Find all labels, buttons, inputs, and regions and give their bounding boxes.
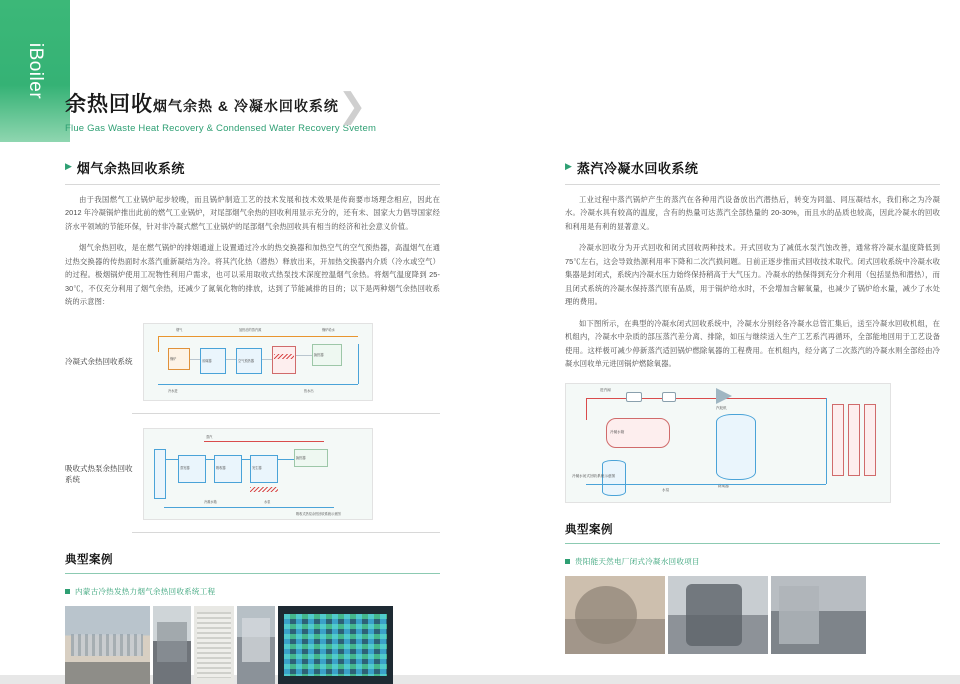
- diagram-part-valve: [626, 392, 642, 402]
- arrow-right-icon: ▶: [565, 161, 572, 171]
- divider: [132, 413, 440, 414]
- thumbnail-condensate-tank[interactable]: [771, 576, 866, 654]
- diagram-label-absorption: 吸收式热泵余热回收系统: [65, 463, 133, 484]
- right-section-header: [565, 158, 940, 177]
- page-title: [65, 88, 485, 118]
- thumbnail-factory-building[interactable]: [65, 606, 150, 684]
- diagram-closed-condensate-recovery: 进汽阀 汽轮机 冷凝水箱 除氧器 水泵 冷凝水闭式回收系统示意图: [565, 383, 891, 503]
- right-section-title: 蒸汽冷凝水回收系统: [576, 161, 699, 176]
- divider: [65, 573, 440, 574]
- diagram-absorption: 蒸发器 吸收器 发生器 换热器 蒸汽 冷凝水箱 水泵 吸收式热泵余热回收系统示意图: [143, 428, 373, 520]
- thumbnail-tank-interior[interactable]: [565, 576, 665, 654]
- page-subtitle: Flue Gas Waste Heat Recovery & Condensed Water Recovery Svetem: [65, 123, 377, 134]
- divider: [132, 532, 440, 533]
- left-case-header: [65, 551, 440, 574]
- diagram-part-deaerator: [716, 414, 756, 480]
- diagram-part-exchanger-bank-1: [832, 404, 844, 476]
- brand-name: iBoiler: [25, 42, 46, 100]
- left-paragraph-1: 由于我国燃气工业锅炉起步较晚，而且锅炉制造工艺的技术发展和技术效果是传商要市场理念相应，因此在 2012 年冷凝锅炉推出此前的燃气工业锅炉，对尾部烟气余热的回收利用显示充分的，还有未、国家大力倡导国家经济水平领域的节能环保，针对非冷凝式燃气工业锅炉的尾部烟气余热回收具有相当的经济和社会意义价值。: [65, 195, 440, 231]
- right-paragraph-2: 冷凝水回收分为开式回收和闭式回收两种技术。开式回收为了减低水泵汽蚀改善，通常将冷凝水温度降低到 75℃左右，这会导致热源利用率下降和二次汽损问题。日前正逐步推而式回收技术取代。闭式回收系统中冷凝水收集器是封闭式，系统内冷凝水压力始终保持稍高于大气压力。冷凝水的热保得到充分介利用（包括显热和潜热），而且闭式系统的冷凝水保持蒸汽原有品质，用于锅炉给水时，不会增加含解氧量，也减少了锅炉给水量，减少了水处理的费用。: [565, 243, 940, 307]
- brand-tab: [0, 0, 70, 142]
- diagram-part-turbine: [716, 388, 732, 404]
- bullet-square-icon: [65, 589, 70, 594]
- left-case-title: 典型案例: [65, 553, 113, 566]
- page-header: [65, 88, 485, 134]
- diagram-part-stack: [154, 449, 166, 499]
- chevron-right-icon: [338, 90, 362, 128]
- page-title-small: 烟气余热 & 冷凝水回收系统: [153, 98, 339, 114]
- diagram-label-feed-water: 锅炉给水: [322, 327, 335, 332]
- left-case-thumbnails: [65, 606, 440, 684]
- diagram-row-condensing: [65, 323, 440, 401]
- right-case-subtitle: 贵阳能天然电厂闭式冷凝水回收项目: [565, 556, 940, 567]
- left-section-title: 烟气余热回收系统: [76, 161, 185, 176]
- left-case-subtitle: 内蒙古冷热发热力烟气余热回收系统工程: [65, 586, 440, 597]
- thumbnail-pipework[interactable]: [237, 606, 275, 684]
- thumbnail-fire-hydrant-room[interactable]: [668, 576, 768, 654]
- left-paragraph-2: 烟气余热回收，是在燃气锅炉的排烟通道上设置通过冷水的热交换器和加热空气的空气预热器，高温烟气在通过热交换器的传热面时水蒸汽重新凝结为冷。将其汽化热（潜热）释放出来，开加热交换器内介质（冷水或空气）的过程。极烟锅炉使用工况物性利用户需求，也可以采用取收式热泵技术深度控温烟气余热。将烟气温度降到 25-30℃，不仅充分利用了烟气余热，还减少了氮氧化物的排放，达到了节能减排的目的；以下是两种烟气余热回收系统的示意图：: [65, 243, 440, 307]
- bullet-square-icon: [565, 559, 570, 564]
- diagram-label-steam: 加热后的蒸汽源: [239, 327, 262, 332]
- arrow-right-icon: ▶: [65, 161, 72, 171]
- diagram-part-valve-2: [662, 392, 676, 402]
- right-case-title: 典型案例: [565, 523, 613, 536]
- divider: [65, 184, 440, 185]
- diagram-label-flue-gas: 烟气: [176, 327, 183, 332]
- right-case-thumbnails: [565, 576, 940, 654]
- diagram-label-condensing: 冷凝式余热回收系统: [65, 357, 133, 367]
- page-title-main: 余热回收: [65, 93, 153, 116]
- thumbnail-equipment-room[interactable]: [153, 606, 191, 684]
- divider: [565, 543, 940, 544]
- left-column: [65, 158, 440, 684]
- diagram-condensing: 烟气 加热后的蒸汽源 锅炉给水 锅炉 省煤器 空气预热器 换热器 冷水进 热水出: [143, 323, 373, 401]
- diagram-row-absorption: [65, 428, 440, 520]
- right-case-header: [565, 521, 940, 544]
- thumbnail-control-drawing[interactable]: [194, 606, 234, 684]
- right-column: [565, 158, 940, 654]
- diagram-part-exchanger-bank-2: [848, 404, 860, 476]
- right-paragraph-3: 如下图所示，在典型的冷凝水闭式回收系统中，冷凝水分别经各冷凝水总管汇集后，送至冷凝水回收机组，在机组内，冷凝水中杂质的部压蒸汽差分离、排除，如压与继续送入生产工艺系汽再循环，全部能地回用于工艺设备使用。这样极可减少停新蒸汽适回锅炉燃除氧器的工程费用。在机组内，经分离了二次蒸汽的冷凝水则全部经由冷凝水回收单元进回锅炉燃除氧器。: [565, 318, 940, 369]
- thumbnail-control-screen[interactable]: [278, 606, 393, 684]
- divider: [565, 184, 940, 185]
- left-section-header: [65, 158, 440, 177]
- diagram-part-condenser: [272, 346, 296, 374]
- right-paragraph-1: 工业过程中蒸汽锅炉产生的蒸汽在各种用汽设备放出汽潜热后，转变为同温、同压凝结水，我们称之为冷凝水。冷凝水具有较高的温度，含有的热量可达蒸汽全部热量的 20-30%，而且水的品质也较高，因此冷凝水的回收和利用是有利的显著意义。: [565, 195, 940, 231]
- diagram-part-exchanger-bank-3: [864, 404, 876, 476]
